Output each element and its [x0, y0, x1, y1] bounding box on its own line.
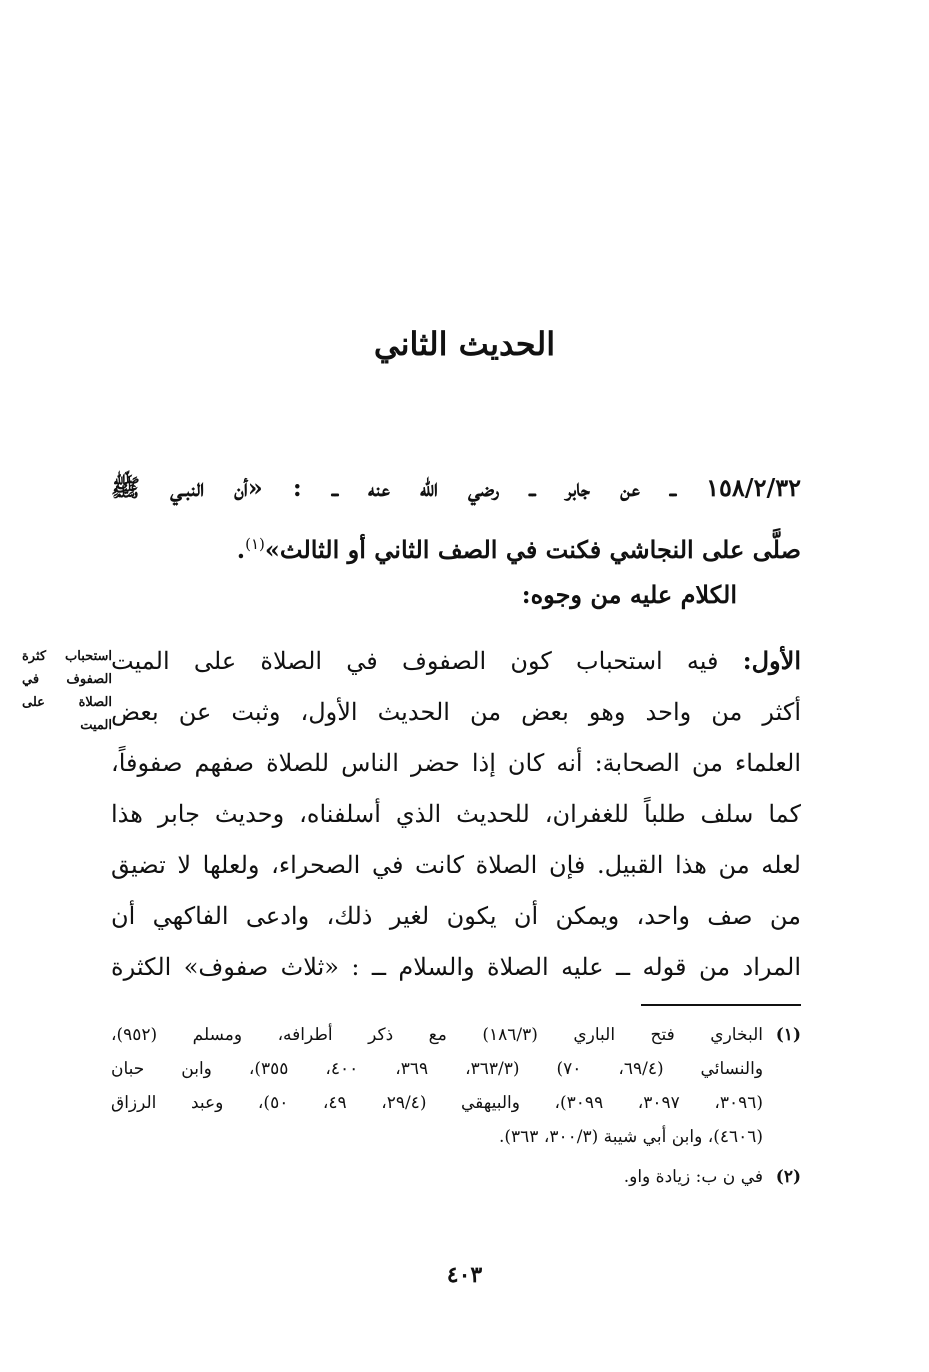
hadith-text — [111, 460, 801, 578]
footnote-ref-1: (١) — [245, 535, 265, 553]
footnote-2-text: في ن ب: زيادة واو. — [623, 1167, 763, 1187]
paragraph-line-6: من صف واحد، ويمكن أن يكون لغير ذلك، وادعى الفاكهي أن — [111, 902, 801, 930]
paragraph-lead: الأول: — [742, 646, 801, 675]
paragraph-line-4: كما سلف طلباً للغفران، للحديث الذي أسلفناه، وحديث جابر هذا — [111, 800, 801, 828]
footnote-1-number: (١) — [775, 1025, 801, 1045]
paragraph-line-5: لعله من هذا القبيل. فإن الصلاة كانت في الصحراء، ولعلها لا تضيق — [111, 851, 801, 879]
footnote-1-line-3: (٣٠٩٦، ٣٠٩٧، ٣٠٩٩)، والبيهقي (٢٩/٤، ٤٩، ٥٠)، وعبد الرزاق — [111, 1093, 763, 1113]
footnote-separator — [641, 1004, 801, 1006]
hadith-line-1: ١٥٨/٢/٣٢ ــ عن جابر ــ رضي الله عنه ــ : «أن النبـي ﷺ — [111, 473, 801, 502]
footnote-1-line-1-text: البخاري فتح الباري (١٨٦/٣) مع ذكر أطرافه، ومسلم (٩٥٢)، — [111, 1025, 763, 1045]
paragraph-line-1-text: فيه استحباب كون الصفوف في الصلاة على الميت — [111, 647, 719, 675]
footnote-2-number: (٢) — [775, 1167, 801, 1187]
footnote-2 — [111, 1160, 801, 1194]
hadith-line-2 — [111, 516, 801, 578]
footnote-1-line-2: والنسائي (٦٩/٤، ٧٠) (٣٦٣/٣، ٣٦٩، ٤٠٠، ٣٥٥)، وابن حبان — [111, 1059, 764, 1079]
paragraph-line-2: أكثر من واحد وهو بعض من الحديث الأول، وثبت عن بعض — [111, 698, 801, 726]
hadith-line-2-text: صلَّى على النجاشي فكنت في الصف الثاني أو الثالث» — [264, 535, 801, 564]
footnote-1-line-4: (٤٦٠٦)، وابن أبي شيبة (٣٠٠/٣، ٣٦٣). — [499, 1127, 763, 1147]
footnotes — [111, 1018, 801, 1194]
footnote-1 — [111, 1018, 801, 1154]
margin-note: استحباب كثرة الصفوف في الصلاة على الميت — [22, 649, 112, 733]
footnote-1-line-1 — [111, 1018, 801, 1052]
commentary-paragraph — [111, 635, 801, 993]
paragraph-line-1 — [111, 635, 801, 687]
commentary-intro: الكلام عليه من وجوه: — [521, 580, 737, 609]
paragraph-line-7: المراد من قوله ــ عليه الصلاة والسلام ــ : «ثلاث صفوف» الكثرة — [111, 953, 801, 981]
section-heading: الحديث الثاني — [373, 325, 556, 363]
hadith-end-mark: . — [236, 535, 246, 564]
paragraph-line-3: العلماء من الصحابة: أنه كان إذا حضر الناس للصلاة صفهم صفوفاً، — [111, 749, 801, 777]
page-number: ٤٠٣ — [446, 1262, 483, 1288]
